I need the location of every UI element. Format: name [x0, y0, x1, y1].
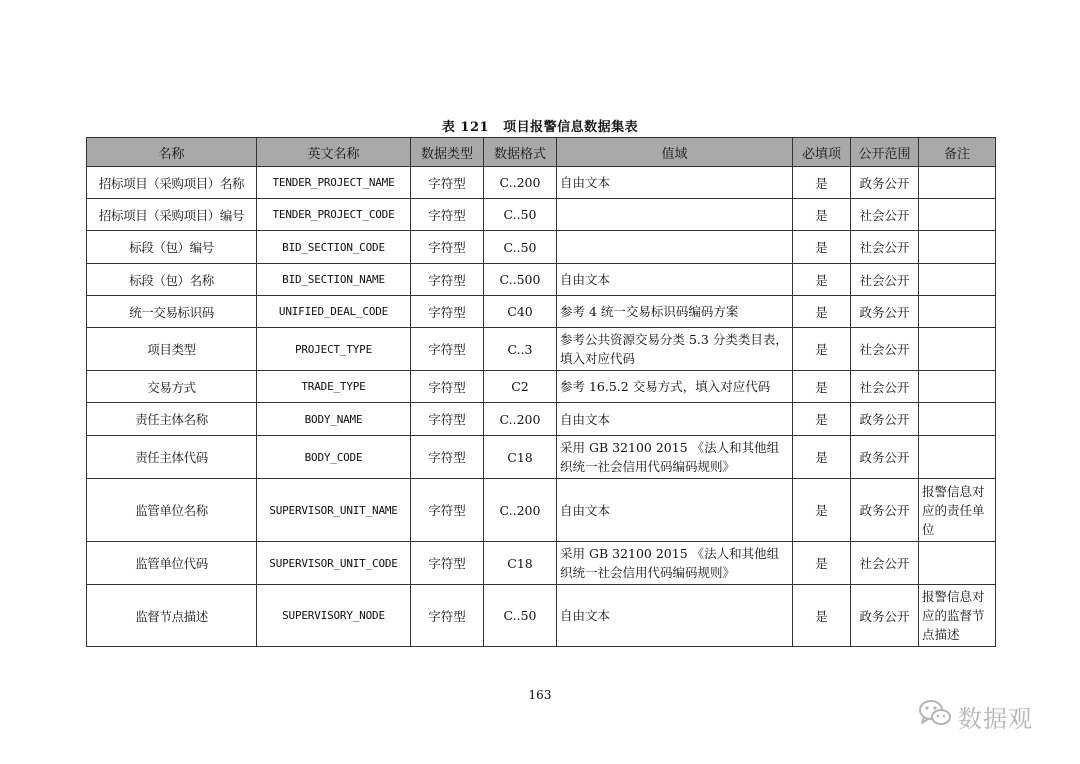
cell-required: 是 — [793, 403, 851, 436]
table-row — [87, 296, 996, 328]
cell-domain: 自由文本 — [557, 585, 793, 647]
cell-english: TENDER_PROJECT_CODE — [257, 199, 411, 231]
cell-required: 是 — [793, 328, 851, 371]
cell-format: C..50 — [484, 231, 557, 264]
cell-note — [919, 167, 996, 199]
cell-english: UNIFIED_DEAL_CODE — [257, 296, 411, 328]
cell-format: C..200 — [484, 167, 557, 199]
cell-type: 字符型 — [411, 199, 484, 231]
cell-english: TENDER_PROJECT_NAME — [257, 167, 411, 199]
table-row — [87, 542, 996, 585]
table-row — [87, 167, 996, 199]
cell-scope: 社会公开 — [851, 328, 919, 371]
column-header: 值域 — [557, 138, 793, 167]
table-row — [87, 436, 996, 479]
cell-english: SUPERVISOR_UNIT_NAME — [257, 479, 411, 542]
cell-type: 字符型 — [411, 479, 484, 542]
table-row — [87, 199, 996, 231]
cell-type: 字符型 — [411, 371, 484, 403]
cell-english: BODY_NAME — [257, 403, 411, 436]
cell-domain — [557, 199, 793, 231]
table-title: 项目报警信息数据集表 — [503, 120, 639, 135]
cell-scope: 社会公开 — [851, 371, 919, 403]
cell-name: 标段（包）编号 — [87, 231, 257, 264]
column-header: 名称 — [87, 138, 257, 167]
cell-scope: 政务公开 — [851, 167, 919, 199]
cell-required: 是 — [793, 296, 851, 328]
cell-required: 是 — [793, 231, 851, 264]
cell-name: 责任主体名称 — [87, 403, 257, 436]
table-row — [87, 328, 996, 371]
cell-domain: 参考公共资源交易分类 5.3 分类类目表，填入对应代码 — [557, 328, 793, 371]
table-row — [87, 371, 996, 403]
cell-name: 监管单位代码 — [87, 542, 257, 585]
cell-name: 监督节点描述 — [87, 585, 257, 647]
cell-format: C..50 — [484, 199, 557, 231]
cell-scope: 政务公开 — [851, 436, 919, 479]
cell-type: 字符型 — [411, 403, 484, 436]
cell-english: PROJECT_TYPE — [257, 328, 411, 371]
cell-scope: 政务公开 — [851, 479, 919, 542]
cell-type: 字符型 — [411, 231, 484, 264]
cell-scope: 社会公开 — [851, 231, 919, 264]
cell-note — [919, 403, 996, 436]
table-row — [87, 479, 996, 542]
cell-domain: 参考 16.5.2 交易方式，填入对应代码 — [557, 371, 793, 403]
cell-type: 字符型 — [411, 296, 484, 328]
column-header: 英文名称 — [257, 138, 411, 167]
dataset-table — [86, 137, 996, 647]
cell-required: 是 — [793, 436, 851, 479]
cell-format: C..500 — [484, 264, 557, 296]
cell-note — [919, 231, 996, 264]
page-number: 163 — [528, 688, 552, 702]
table-number: 表 121 — [441, 120, 490, 135]
cell-english: BODY_CODE — [257, 436, 411, 479]
cell-required: 是 — [793, 167, 851, 199]
cell-name: 项目类型 — [87, 328, 257, 371]
cell-note — [919, 199, 996, 231]
cell-note: 报警信息对应的责任单位 — [919, 479, 996, 542]
cell-note — [919, 264, 996, 296]
cell-name: 交易方式 — [87, 371, 257, 403]
cell-format: C..50 — [484, 585, 557, 647]
cell-scope: 社会公开 — [851, 542, 919, 585]
watermark — [918, 699, 1033, 733]
cell-required: 是 — [793, 371, 851, 403]
cell-note — [919, 328, 996, 371]
cell-type: 字符型 — [411, 436, 484, 479]
cell-note — [919, 436, 996, 479]
table-caption — [0, 116, 1080, 135]
column-header: 数据格式 — [484, 138, 557, 167]
cell-english: SUPERVISORY_NODE — [257, 585, 411, 647]
column-header: 数据类型 — [411, 138, 484, 167]
cell-name: 责任主体代码 — [87, 436, 257, 479]
cell-note — [919, 542, 996, 585]
cell-name: 招标项目（采购项目）名称 — [87, 167, 257, 199]
cell-name: 招标项目（采购项目）编号 — [87, 199, 257, 231]
cell-domain: 自由文本 — [557, 264, 793, 296]
cell-english: TRADE_TYPE — [257, 371, 411, 403]
cell-format: C18 — [484, 542, 557, 585]
cell-name: 监管单位名称 — [87, 479, 257, 542]
cell-domain: 自由文本 — [557, 167, 793, 199]
cell-name: 标段（包）名称 — [87, 264, 257, 296]
cell-format: C..200 — [484, 403, 557, 436]
cell-type: 字符型 — [411, 264, 484, 296]
cell-type: 字符型 — [411, 328, 484, 371]
cell-scope: 社会公开 — [851, 264, 919, 296]
cell-scope: 政务公开 — [851, 585, 919, 647]
cell-note: 报警信息对应的监督节点描述 — [919, 585, 996, 647]
cell-name: 统一交易标识码 — [87, 296, 257, 328]
cell-required: 是 — [793, 264, 851, 296]
table-row — [87, 231, 996, 264]
cell-type: 字符型 — [411, 542, 484, 585]
table-row — [87, 403, 996, 436]
cell-scope: 社会公开 — [851, 199, 919, 231]
cell-domain — [557, 231, 793, 264]
cell-scope: 政务公开 — [851, 403, 919, 436]
watermark-text: 数据观 — [958, 704, 1033, 733]
cell-domain: 采用 GB 32100 2015 《法人和其他组织统一社会信用代码编码规则》 — [557, 542, 793, 585]
cell-format: C40 — [484, 296, 557, 328]
cell-format: C18 — [484, 436, 557, 479]
column-header: 公开范围 — [851, 138, 919, 167]
cell-domain: 自由文本 — [557, 479, 793, 542]
table-row — [87, 585, 996, 647]
cell-format: C..3 — [484, 328, 557, 371]
column-header: 必填项 — [793, 138, 851, 167]
cell-required: 是 — [793, 199, 851, 231]
cell-type: 字符型 — [411, 585, 484, 647]
cell-domain: 采用 GB 32100 2015 《法人和其他组织统一社会信用代码编码规则》 — [557, 436, 793, 479]
table-row — [87, 264, 996, 296]
cell-note — [919, 371, 996, 403]
header-row — [87, 138, 996, 167]
cell-format: C..200 — [484, 479, 557, 542]
cell-english: BID_SECTION_CODE — [257, 231, 411, 264]
cell-scope: 政务公开 — [851, 296, 919, 328]
cell-required: 是 — [793, 585, 851, 647]
cell-domain: 自由文本 — [557, 403, 793, 436]
cell-format: C2 — [484, 371, 557, 403]
cell-required: 是 — [793, 479, 851, 542]
cell-domain: 参考 4 统一交易标识码编码方案 — [557, 296, 793, 328]
cell-type: 字符型 — [411, 167, 484, 199]
cell-english: BID_SECTION_NAME — [257, 264, 411, 296]
cell-required: 是 — [793, 542, 851, 585]
wechat-icon — [918, 698, 958, 734]
cell-note — [919, 296, 996, 328]
column-header: 备注 — [919, 138, 996, 167]
cell-english: SUPERVISOR_UNIT_CODE — [257, 542, 411, 585]
